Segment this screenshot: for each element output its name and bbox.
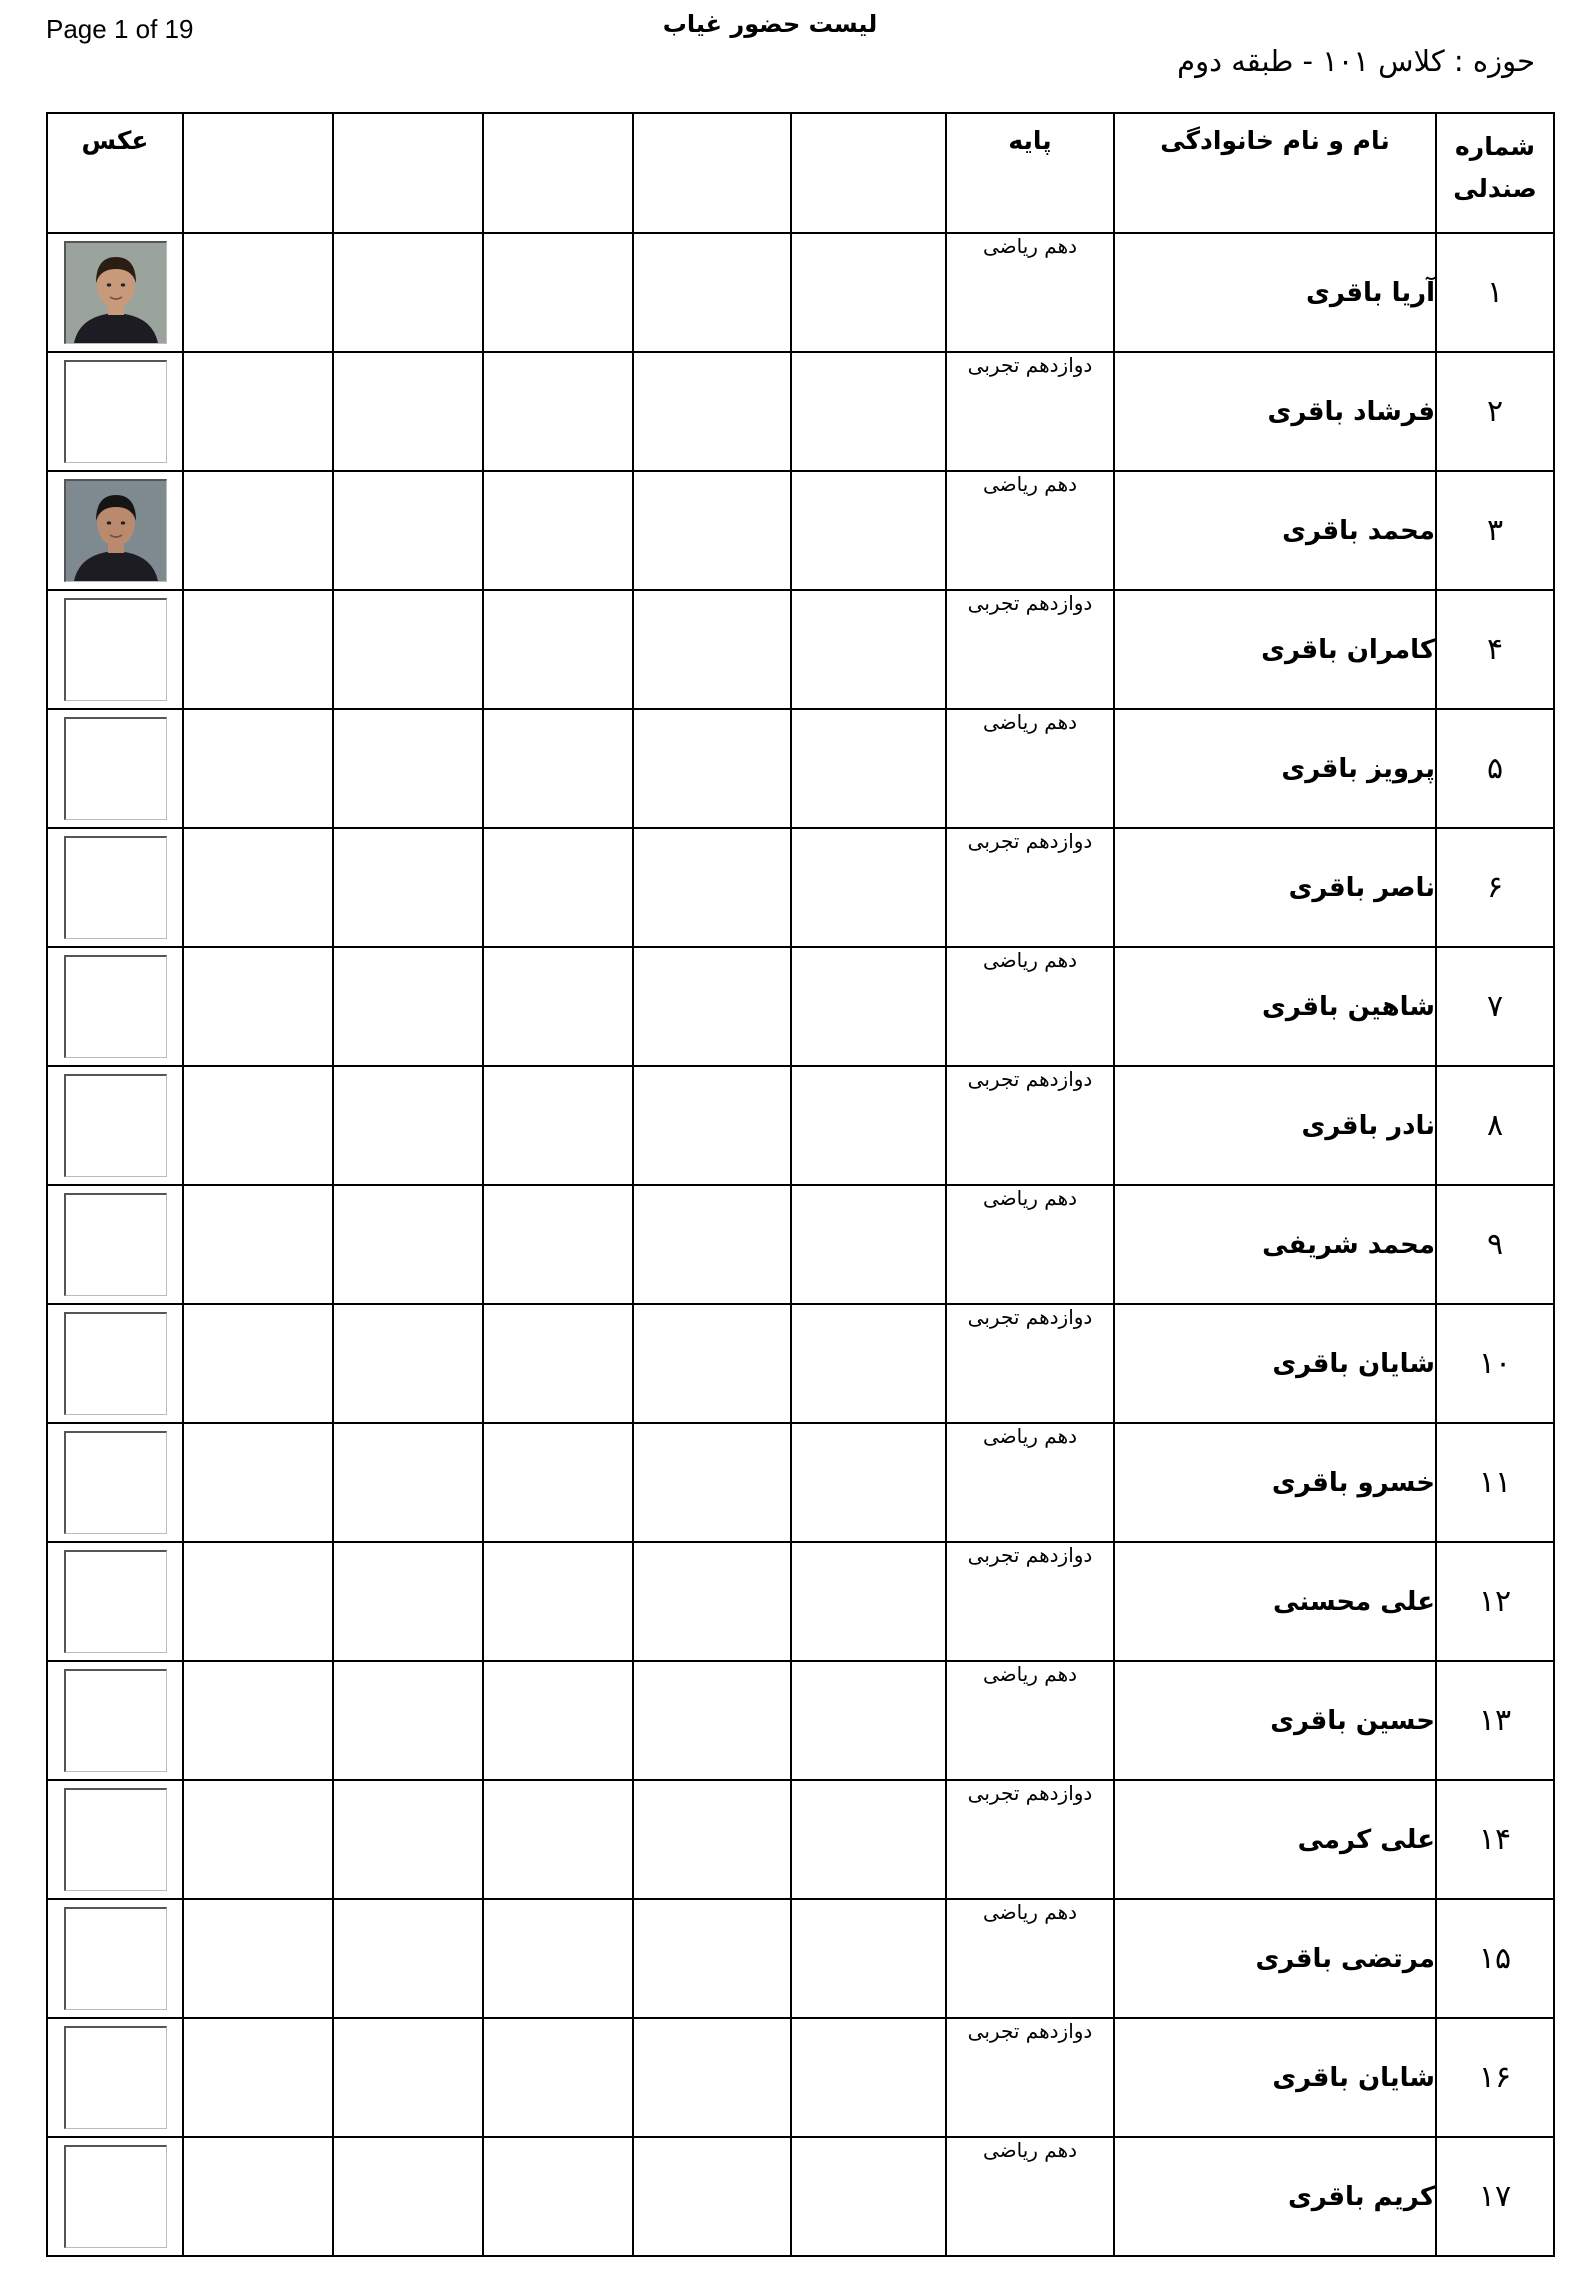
photo-placeholder bbox=[64, 1788, 167, 1891]
seat-number: ۹ bbox=[1436, 1185, 1554, 1304]
seat-number: ۱ bbox=[1436, 233, 1554, 352]
attendance-cell-2 bbox=[633, 1066, 791, 1185]
attendance-cell-4 bbox=[333, 352, 483, 471]
attendance-cell-3 bbox=[483, 352, 633, 471]
attendance-cell-2 bbox=[633, 2137, 791, 2256]
attendance-cell-5 bbox=[183, 1899, 333, 2018]
attendance-cell-1 bbox=[791, 590, 946, 709]
attendance-cell-5 bbox=[183, 590, 333, 709]
attendance-cell-5 bbox=[183, 352, 333, 471]
attendance-cell-1 bbox=[791, 1899, 946, 2018]
page-number: Page 1 of 19 bbox=[46, 14, 194, 44]
attendance-cell-3 bbox=[483, 2018, 633, 2137]
table-row bbox=[47, 1423, 1554, 1542]
student-name: نادر باقری bbox=[1114, 1066, 1436, 1185]
header-empty-1 bbox=[791, 113, 946, 233]
header-name: نام و نام خانوادگی bbox=[1114, 113, 1436, 233]
student-name: کامران باقری bbox=[1114, 590, 1436, 709]
photo-cell bbox=[47, 1185, 183, 1304]
photo-cell bbox=[47, 352, 183, 471]
attendance-cell-4 bbox=[333, 471, 483, 590]
seat-number: ۲ bbox=[1436, 352, 1554, 471]
student-grade: دوازدهم تجربی bbox=[946, 1304, 1114, 1423]
student-grade: دوازدهم تجربی bbox=[946, 1066, 1114, 1185]
photo-placeholder bbox=[64, 836, 167, 939]
attendance-cell-2 bbox=[633, 947, 791, 1066]
table-row bbox=[47, 1661, 1554, 1780]
attendance-cell-1 bbox=[791, 233, 946, 352]
table-row bbox=[47, 1899, 1554, 2018]
attendance-cell-2 bbox=[633, 1304, 791, 1423]
student-grade: دوازدهم تجربی bbox=[946, 2018, 1114, 2137]
photo-placeholder bbox=[64, 1550, 167, 1653]
attendance-cell-4 bbox=[333, 1185, 483, 1304]
photo-cell bbox=[47, 2018, 183, 2137]
photo-placeholder bbox=[64, 360, 167, 463]
seat-number: ۵ bbox=[1436, 709, 1554, 828]
attendance-cell-3 bbox=[483, 947, 633, 1066]
attendance-cell-3 bbox=[483, 709, 633, 828]
attendance-cell-4 bbox=[333, 1304, 483, 1423]
photo-cell bbox=[47, 1304, 183, 1423]
photo-placeholder bbox=[64, 1907, 167, 2010]
table-row bbox=[47, 709, 1554, 828]
student-grade: دهم ریاضی bbox=[946, 1661, 1114, 1780]
document-title: لیست حضور غیاب bbox=[662, 10, 878, 38]
attendance-cell-3 bbox=[483, 1304, 633, 1423]
seat-number: ۳ bbox=[1436, 471, 1554, 590]
attendance-cell-2 bbox=[633, 233, 791, 352]
photo-cell bbox=[47, 947, 183, 1066]
student-grade: دهم ریاضی bbox=[946, 233, 1114, 352]
student-name: شایان باقری bbox=[1114, 2018, 1436, 2137]
photo-cell bbox=[47, 709, 183, 828]
attendance-cell-4 bbox=[333, 2137, 483, 2256]
student-name: فرشاد باقری bbox=[1114, 352, 1436, 471]
student-grade: دوازدهم تجربی bbox=[946, 828, 1114, 947]
photo-placeholder bbox=[64, 2145, 167, 2248]
attendance-table bbox=[46, 112, 1555, 2257]
attendance-cell-1 bbox=[791, 1423, 946, 1542]
attendance-cell-2 bbox=[633, 1661, 791, 1780]
photo-cell bbox=[47, 828, 183, 947]
student-grade: دوازدهم تجربی bbox=[946, 1542, 1114, 1661]
attendance-cell-2 bbox=[633, 1780, 791, 1899]
attendance-cell-2 bbox=[633, 352, 791, 471]
photo-cell bbox=[47, 1780, 183, 1899]
attendance-cell-3 bbox=[483, 590, 633, 709]
student-name: شایان باقری bbox=[1114, 1304, 1436, 1423]
attendance-cell-3 bbox=[483, 471, 633, 590]
attendance-cell-4 bbox=[333, 828, 483, 947]
attendance-cell-1 bbox=[791, 828, 946, 947]
attendance-cell-5 bbox=[183, 1066, 333, 1185]
attendance-cell-1 bbox=[791, 2018, 946, 2137]
photo-placeholder bbox=[64, 1431, 167, 1534]
student-name: حسین باقری bbox=[1114, 1661, 1436, 1780]
attendance-cell-1 bbox=[791, 1780, 946, 1899]
photo-cell bbox=[47, 2137, 183, 2256]
header-empty-5 bbox=[183, 113, 333, 233]
attendance-cell-2 bbox=[633, 471, 791, 590]
student-name: علی کرمی bbox=[1114, 1780, 1436, 1899]
photo-placeholder bbox=[64, 1669, 167, 1772]
student-portrait bbox=[66, 243, 166, 343]
attendance-cell-3 bbox=[483, 1780, 633, 1899]
attendance-cell-5 bbox=[183, 709, 333, 828]
attendance-cell-2 bbox=[633, 1899, 791, 2018]
photo-placeholder bbox=[64, 955, 167, 1058]
photo-cell bbox=[47, 1066, 183, 1185]
seat-number: ۶ bbox=[1436, 828, 1554, 947]
photo-cell bbox=[47, 233, 183, 352]
student-grade: دهم ریاضی bbox=[946, 1423, 1114, 1542]
seat-number: ۷ bbox=[1436, 947, 1554, 1066]
attendance-cell-1 bbox=[791, 471, 946, 590]
table-row bbox=[47, 2018, 1554, 2137]
seat-number: ۱۷ bbox=[1436, 2137, 1554, 2256]
attendance-cell-5 bbox=[183, 1661, 333, 1780]
student-photo bbox=[64, 241, 167, 344]
student-grade: دهم ریاضی bbox=[946, 471, 1114, 590]
student-name: ناصر باقری bbox=[1114, 828, 1436, 947]
photo-placeholder bbox=[64, 717, 167, 820]
seat-number: ۱۵ bbox=[1436, 1899, 1554, 2018]
table-row bbox=[47, 1542, 1554, 1661]
student-name: شاهین باقری bbox=[1114, 947, 1436, 1066]
attendance-cell-2 bbox=[633, 828, 791, 947]
table-row bbox=[47, 2137, 1554, 2256]
attendance-cell-2 bbox=[633, 1542, 791, 1661]
attendance-cell-4 bbox=[333, 1899, 483, 2018]
seat-number: ۱۱ bbox=[1436, 1423, 1554, 1542]
attendance-cell-4 bbox=[333, 1780, 483, 1899]
attendance-cell-5 bbox=[183, 1423, 333, 1542]
attendance-cell-4 bbox=[333, 709, 483, 828]
attendance-cell-5 bbox=[183, 471, 333, 590]
attendance-cell-5 bbox=[183, 1780, 333, 1899]
attendance-cell-3 bbox=[483, 1423, 633, 1542]
attendance-cell-5 bbox=[183, 1542, 333, 1661]
attendance-cell-3 bbox=[483, 1661, 633, 1780]
roster-body bbox=[47, 233, 1554, 2256]
attendance-cell-2 bbox=[633, 709, 791, 828]
student-grade: دوازدهم تجربی bbox=[946, 590, 1114, 709]
attendance-cell-3 bbox=[483, 1185, 633, 1304]
student-grade: دهم ریاضی bbox=[946, 709, 1114, 828]
attendance-cell-3 bbox=[483, 1899, 633, 2018]
attendance-cell-1 bbox=[791, 1185, 946, 1304]
seat-number: ۱۴ bbox=[1436, 1780, 1554, 1899]
table-row bbox=[47, 233, 1554, 352]
student-grade: دهم ریاضی bbox=[946, 1185, 1114, 1304]
attendance-cell-5 bbox=[183, 947, 333, 1066]
attendance-cell-1 bbox=[791, 2137, 946, 2256]
header-row bbox=[47, 113, 1554, 233]
table-row bbox=[47, 352, 1554, 471]
attendance-cell-5 bbox=[183, 2137, 333, 2256]
table-row bbox=[47, 590, 1554, 709]
student-name: خسرو باقری bbox=[1114, 1423, 1436, 1542]
header-photo: عکس bbox=[47, 113, 183, 233]
header-empty-4 bbox=[333, 113, 483, 233]
table-row bbox=[47, 1780, 1554, 1899]
attendance-cell-1 bbox=[791, 709, 946, 828]
student-name: کریم باقری bbox=[1114, 2137, 1436, 2256]
attendance-cell-4 bbox=[333, 590, 483, 709]
attendance-cell-4 bbox=[333, 233, 483, 352]
attendance-cell-1 bbox=[791, 947, 946, 1066]
header-seat-number: شماره صندلی bbox=[1436, 113, 1554, 233]
attendance-cell-1 bbox=[791, 1304, 946, 1423]
attendance-cell-3 bbox=[483, 233, 633, 352]
student-name: علی محسنی bbox=[1114, 1542, 1436, 1661]
seat-number: ۸ bbox=[1436, 1066, 1554, 1185]
table-row bbox=[47, 828, 1554, 947]
student-grade: دوازدهم تجربی bbox=[946, 352, 1114, 471]
attendance-cell-1 bbox=[791, 1661, 946, 1780]
attendance-cell-1 bbox=[791, 352, 946, 471]
photo-cell bbox=[47, 471, 183, 590]
attendance-cell-3 bbox=[483, 1542, 633, 1661]
attendance-cell-3 bbox=[483, 1066, 633, 1185]
student-grade: دهم ریاضی bbox=[946, 2137, 1114, 2256]
attendance-cell-5 bbox=[183, 828, 333, 947]
photo-cell bbox=[47, 1542, 183, 1661]
seat-number: ۱۳ bbox=[1436, 1661, 1554, 1780]
student-grade: دهم ریاضی bbox=[946, 947, 1114, 1066]
table-row bbox=[47, 471, 1554, 590]
attendance-cell-5 bbox=[183, 1304, 333, 1423]
table-row bbox=[47, 1066, 1554, 1185]
attendance-cell-4 bbox=[333, 1423, 483, 1542]
attendance-cell-1 bbox=[791, 1066, 946, 1185]
seat-number: ۴ bbox=[1436, 590, 1554, 709]
attendance-cell-4 bbox=[333, 1542, 483, 1661]
attendance-cell-5 bbox=[183, 233, 333, 352]
attendance-cell-2 bbox=[633, 590, 791, 709]
attendance-cell-4 bbox=[333, 947, 483, 1066]
student-portrait bbox=[66, 481, 166, 581]
attendance-cell-2 bbox=[633, 2018, 791, 2137]
table-row bbox=[47, 947, 1554, 1066]
seat-number: ۱۶ bbox=[1436, 2018, 1554, 2137]
attendance-cell-4 bbox=[333, 1066, 483, 1185]
exam-location: حوزه : کلاس ۱۰۱ - طبقه دوم bbox=[1177, 44, 1535, 78]
photo-placeholder bbox=[64, 2026, 167, 2129]
photo-cell bbox=[47, 1423, 183, 1542]
attendance-cell-4 bbox=[333, 1661, 483, 1780]
attendance-cell-2 bbox=[633, 1423, 791, 1542]
attendance-cell-4 bbox=[333, 2018, 483, 2137]
table-row bbox=[47, 1185, 1554, 1304]
attendance-cell-2 bbox=[633, 1185, 791, 1304]
photo-placeholder bbox=[64, 598, 167, 701]
table-row bbox=[47, 1304, 1554, 1423]
attendance-cell-1 bbox=[791, 1542, 946, 1661]
attendance-cell-5 bbox=[183, 1185, 333, 1304]
header-empty-2 bbox=[633, 113, 791, 233]
photo-cell bbox=[47, 1899, 183, 2018]
header-grade: پایه bbox=[946, 113, 1114, 233]
student-name: محمد باقری bbox=[1114, 471, 1436, 590]
attendance-cell-3 bbox=[483, 828, 633, 947]
header-empty-3 bbox=[483, 113, 633, 233]
student-name: آریا باقری bbox=[1114, 233, 1436, 352]
photo-placeholder bbox=[64, 1074, 167, 1177]
student-grade: دهم ریاضی bbox=[946, 1899, 1114, 2018]
photo-cell bbox=[47, 1661, 183, 1780]
seat-number: ۱۰ bbox=[1436, 1304, 1554, 1423]
student-name: مرتضی باقری bbox=[1114, 1899, 1436, 2018]
student-name: پرویز باقری bbox=[1114, 709, 1436, 828]
photo-placeholder bbox=[64, 1193, 167, 1296]
student-grade: دوازدهم تجربی bbox=[946, 1780, 1114, 1899]
student-name: محمد شریفی bbox=[1114, 1185, 1436, 1304]
seat-number: ۱۲ bbox=[1436, 1542, 1554, 1661]
photo-placeholder bbox=[64, 1312, 167, 1415]
attendance-cell-3 bbox=[483, 2137, 633, 2256]
photo-cell bbox=[47, 590, 183, 709]
student-photo bbox=[64, 479, 167, 582]
attendance-cell-5 bbox=[183, 2018, 333, 2137]
